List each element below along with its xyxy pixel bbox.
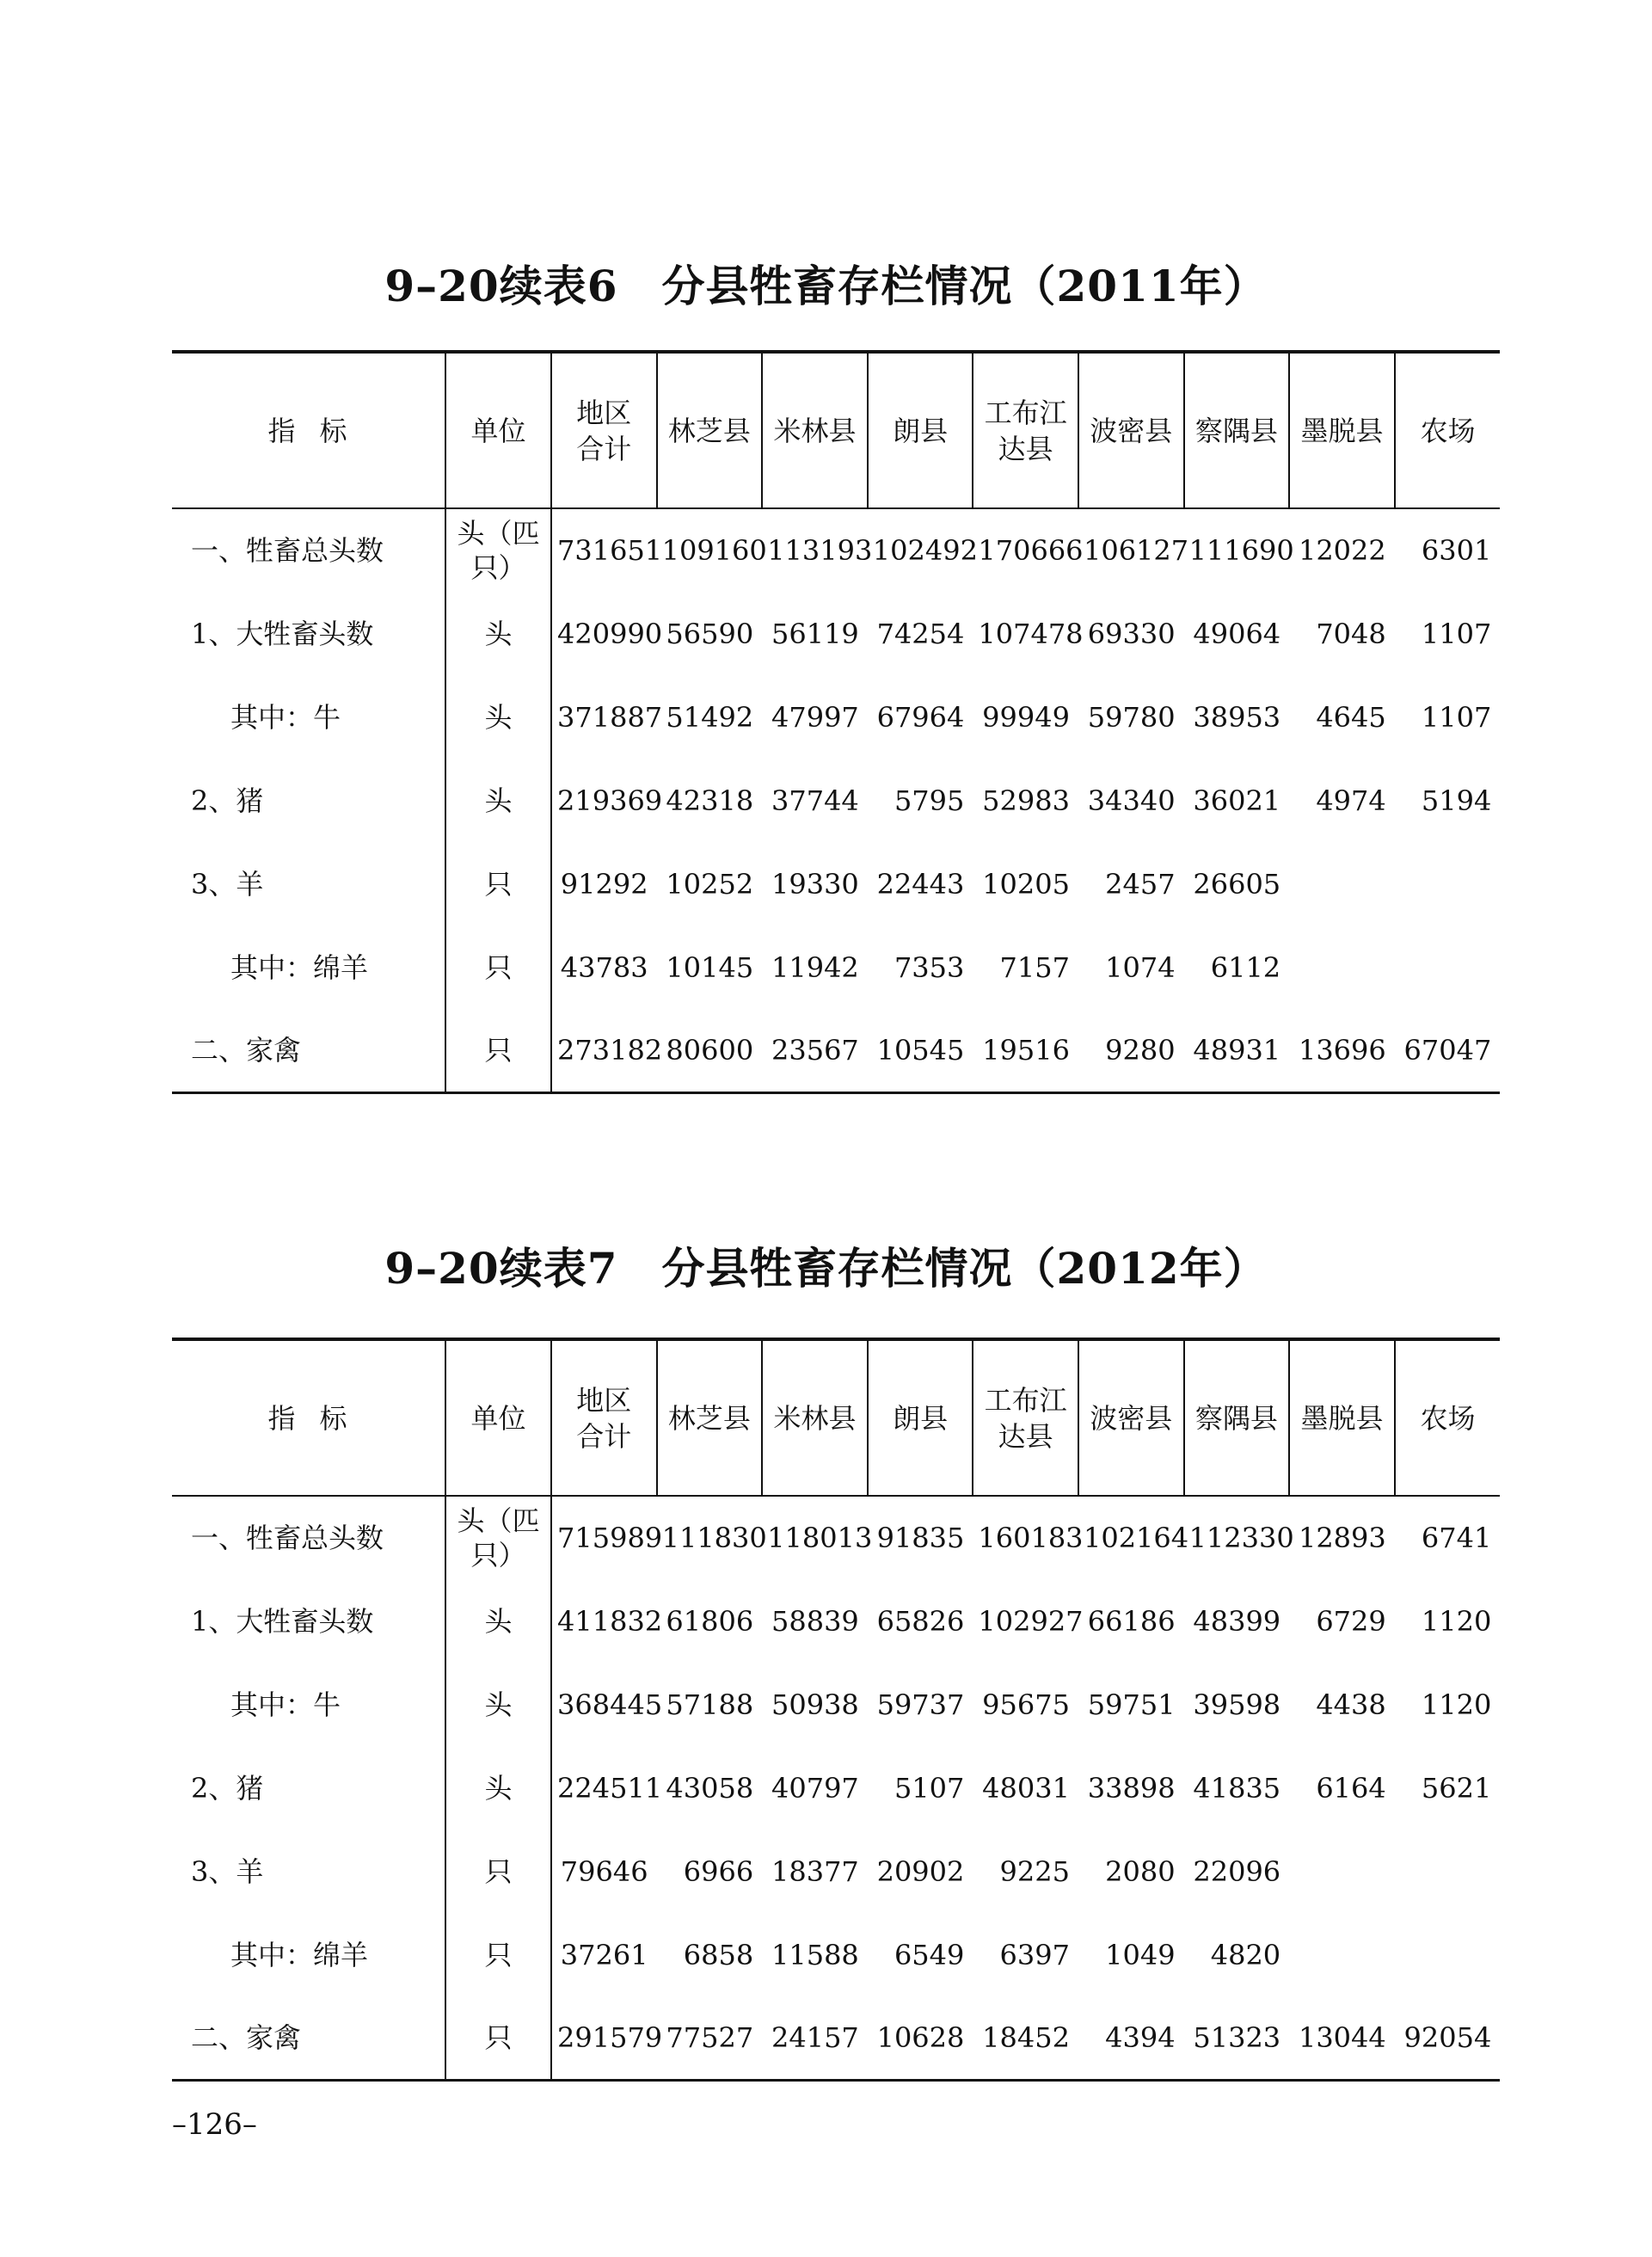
cell-value: 1107 (1421, 617, 1492, 650)
row-indicator: 3、羊 (191, 867, 264, 901)
cell-value: 5621 (1421, 1771, 1492, 1805)
cell-region-total: 411832 (551, 1579, 657, 1663)
cell-value: 24157 (762, 1996, 868, 2080)
cell-value: 57188 (666, 1688, 754, 1721)
cell-value: 10545 (868, 1009, 973, 1092)
cell-value: 59780 (1087, 700, 1176, 734)
row-indicator: 其中：绵羊 (230, 1938, 369, 1971)
table-row (172, 1009, 1500, 1092)
cell-region-total: 43783 (551, 926, 657, 1009)
cell-value: 2457 (1105, 867, 1176, 901)
cell-value: 65826 (876, 1604, 965, 1638)
column-header-indicator: 指标 (172, 1339, 445, 1496)
row-indicator: 二、家禽 (172, 1009, 445, 1092)
cell-region-total: 91292 (551, 842, 657, 926)
cell-value: 36021 (1193, 784, 1281, 817)
cell-value: 13696 (1289, 1009, 1395, 1092)
cell-value: 26605 (1193, 867, 1281, 901)
cell-value: 11588 (771, 1938, 859, 1971)
cell-value: 112330 (1188, 1522, 1294, 1554)
cell-value (1289, 1830, 1395, 1913)
cell-value: 39598 (1193, 1688, 1281, 1721)
table-row (172, 926, 1500, 1009)
cell-value: 4820 (1210, 1938, 1281, 1971)
cell-value: 1120 (1421, 1688, 1492, 1721)
cell-value: 38953 (1193, 700, 1281, 734)
row-unit: 头 (445, 592, 551, 675)
column-header-unit: 单位 (445, 1339, 551, 1496)
livestock-table-2011 (172, 350, 1500, 1094)
cell-value: 12022 (1298, 534, 1386, 567)
cell-value: 2080 (1105, 1854, 1176, 1888)
row-unit: 头 (445, 1579, 551, 1663)
cell-value: 109160 (661, 534, 767, 567)
row-unit: 只 (445, 926, 551, 1009)
table-row (172, 675, 1500, 759)
cell-value: 69330 (1087, 617, 1176, 650)
cell-value: 113193 (767, 534, 873, 567)
cell-value: 4645 (1316, 700, 1386, 734)
cell-value (1395, 1830, 1501, 1913)
cell-value: 77527 (657, 1996, 763, 2080)
cell-value: 48931 (1184, 1009, 1290, 1092)
column-header-farm: 农场 (1395, 1339, 1501, 1496)
table-row (172, 1746, 1500, 1830)
cell-value: 80600 (657, 1009, 763, 1092)
column-header-county: 波密县 (1078, 352, 1184, 508)
cell-value: 5795 (894, 784, 965, 817)
cell-value: 6729 (1316, 1604, 1386, 1638)
cell-value (1289, 842, 1395, 926)
cell-region-total: 715989 (551, 1496, 657, 1579)
cell-value: 10205 (982, 867, 1070, 901)
row-unit: 只 (445, 842, 551, 926)
row-indicator: 2、猪 (191, 784, 264, 817)
cell-value: 9280 (1078, 1009, 1184, 1092)
cell-value: 20902 (876, 1854, 965, 1888)
table-row (172, 759, 1500, 842)
column-header-county: 墨脱县 (1289, 1339, 1395, 1496)
cell-value: 4394 (1078, 1996, 1184, 2080)
cell-region-total: 219369 (551, 759, 657, 842)
cell-value (1289, 1913, 1395, 1996)
cell-region-total: 79646 (551, 1830, 657, 1913)
column-header-county: 米林县 (762, 1339, 868, 1496)
cell-value: 74254 (876, 617, 965, 650)
cell-region-total: 420990 (551, 592, 657, 675)
cell-value: 11942 (771, 950, 859, 984)
cell-value: 1107 (1421, 700, 1492, 734)
cell-value: 19330 (771, 867, 859, 901)
cell-value: 10628 (868, 1996, 973, 2080)
cell-value: 160183 (978, 1522, 1084, 1554)
row-unit: 头 (445, 1746, 551, 1830)
cell-region-total: 273182 (551, 1009, 657, 1092)
cell-value: 43058 (666, 1771, 754, 1805)
cell-value: 7353 (894, 950, 965, 984)
cell-value: 6164 (1316, 1771, 1386, 1805)
table-row (172, 842, 1500, 926)
column-header-region-total: 地区 合计 (551, 1339, 657, 1496)
cell-value: 1049 (1105, 1938, 1176, 1971)
cell-value: 59751 (1087, 1688, 1176, 1721)
table-row (172, 1579, 1500, 1663)
cell-value: 22096 (1193, 1854, 1281, 1888)
cell-value (1395, 842, 1501, 926)
column-header-county: 工布江 达县 (973, 352, 1078, 508)
cell-value: 99949 (982, 700, 1070, 734)
cell-value: 6741 (1421, 1522, 1492, 1554)
cell-value: 40797 (771, 1771, 859, 1805)
column-header-county: 米林县 (762, 352, 868, 508)
column-header-county: 工布江 达县 (973, 1339, 1078, 1496)
cell-value: 4974 (1316, 784, 1386, 817)
page-number: –126– (172, 2107, 257, 2142)
column-header-county: 林芝县 (657, 1339, 763, 1496)
cell-value: 48031 (982, 1771, 1070, 1805)
row-unit: 只 (445, 1830, 551, 1913)
livestock-table-2012 (172, 1338, 1500, 2082)
row-unit: 只 (445, 1913, 551, 1996)
row-unit: 只 (445, 1009, 551, 1092)
cell-value: 47997 (771, 700, 859, 734)
row-unit: 头 (445, 1663, 551, 1746)
row-indicator: 其中：牛 (230, 1688, 341, 1721)
cell-value: 66186 (1087, 1604, 1176, 1638)
column-header-county: 朗县 (868, 1339, 973, 1496)
cell-value: 58839 (771, 1604, 859, 1638)
cell-region-total: 37261 (551, 1913, 657, 1996)
cell-region-total: 371887 (551, 675, 657, 759)
cell-value: 33898 (1087, 1771, 1176, 1805)
column-header-unit: 单位 (445, 352, 551, 508)
table-row (172, 1830, 1500, 1913)
table-row (172, 1996, 1500, 2080)
row-indicator: 二、家禽 (172, 1996, 445, 2080)
cell-value: 111690 (1188, 534, 1294, 567)
cell-value: 51323 (1184, 1996, 1290, 2080)
cell-value: 13044 (1289, 1996, 1395, 2080)
cell-value: 118013 (767, 1522, 873, 1554)
cell-value: 7048 (1316, 617, 1386, 650)
cell-value: 37744 (771, 784, 859, 817)
cell-value: 18452 (973, 1996, 1078, 2080)
cell-value: 95675 (982, 1688, 1070, 1721)
table-row (172, 1913, 1500, 1996)
column-header-indicator: 指标 (172, 352, 445, 508)
cell-value: 6966 (683, 1854, 754, 1888)
cell-value: 56119 (771, 617, 859, 650)
cell-value: 59737 (876, 1688, 965, 1721)
table-row (172, 592, 1500, 675)
row-unit: 只 (445, 1996, 551, 2080)
cell-value: 102164 (1083, 1522, 1189, 1554)
row-indicator: 一、牲畜总头数 (191, 1522, 384, 1554)
cell-value: 67047 (1395, 1009, 1501, 1092)
cell-value: 1120 (1421, 1604, 1492, 1638)
row-unit: 头（匹只） (445, 508, 551, 592)
column-header-county: 察隅县 (1184, 1339, 1290, 1496)
cell-region-total: 368445 (551, 1663, 657, 1746)
table-title: 9–20续表7 分县牲畜存栏情况（2012年） (384, 1243, 1268, 1294)
cell-value: 49064 (1193, 617, 1281, 650)
cell-value (1395, 926, 1501, 1009)
table-title: 9–20续表6 分县牲畜存栏情况（2011年） (384, 261, 1268, 311)
column-header-county: 墨脱县 (1289, 352, 1395, 508)
cell-value: 9225 (999, 1854, 1070, 1888)
cell-value: 5107 (894, 1771, 965, 1805)
cell-value: 67964 (876, 700, 965, 734)
row-indicator: 一、牲畜总头数 (191, 534, 384, 567)
cell-value: 102492 (872, 534, 978, 567)
cell-value: 10252 (666, 867, 754, 901)
cell-value: 6112 (1210, 950, 1281, 984)
row-indicator: 其中：绵羊 (230, 950, 369, 984)
cell-value: 48399 (1193, 1604, 1281, 1638)
cell-value (1289, 926, 1395, 1009)
column-header-county: 察隅县 (1184, 352, 1290, 508)
cell-value: 12893 (1298, 1522, 1386, 1554)
table-row (172, 508, 1500, 592)
table-row (172, 1663, 1500, 1746)
cell-value: 92054 (1395, 1996, 1501, 2080)
row-unit: 头（匹只） (445, 1496, 551, 1579)
cell-value: 22443 (876, 867, 965, 901)
row-indicator: 3、羊 (191, 1854, 264, 1888)
cell-value: 61806 (666, 1604, 754, 1638)
header-row (172, 352, 1500, 508)
cell-value: 42318 (666, 784, 754, 817)
column-header-county: 朗县 (868, 352, 973, 508)
column-header-county: 波密县 (1078, 1339, 1184, 1496)
cell-value: 91835 (876, 1522, 965, 1554)
cell-value: 6301 (1421, 534, 1492, 567)
cell-value: 7157 (999, 950, 1070, 984)
column-header-region-total: 地区 合计 (551, 352, 657, 508)
column-header-farm: 农场 (1395, 352, 1501, 508)
cell-value: 6858 (683, 1938, 754, 1971)
cell-value: 107478 (978, 617, 1084, 650)
cell-value: 5194 (1421, 784, 1492, 817)
cell-value: 19516 (973, 1009, 1078, 1092)
row-unit: 头 (445, 675, 551, 759)
cell-value: 4438 (1316, 1688, 1386, 1721)
row-indicator: 1、大牲畜头数 (191, 617, 374, 650)
cell-value: 102927 (978, 1604, 1084, 1638)
cell-value: 56590 (666, 617, 754, 650)
cell-region-total: 731651 (551, 508, 657, 592)
cell-region-total: 291579 (551, 1996, 657, 2080)
cell-value: 6549 (894, 1938, 965, 1971)
cell-value: 23567 (762, 1009, 868, 1092)
cell-value: 1074 (1105, 950, 1176, 984)
row-indicator: 1、大牲畜头数 (191, 1604, 374, 1638)
column-header-county: 林芝县 (657, 352, 763, 508)
cell-value: 51492 (666, 700, 754, 734)
cell-value: 10145 (666, 950, 754, 984)
header-row (172, 1339, 1500, 1496)
cell-value: 50938 (771, 1688, 859, 1721)
cell-value: 111830 (661, 1522, 767, 1554)
cell-value: 18377 (771, 1854, 859, 1888)
table-row (172, 1496, 1500, 1579)
row-indicator: 其中：牛 (230, 700, 341, 734)
row-indicator: 2、猪 (191, 1771, 264, 1805)
cell-region-total: 224511 (551, 1746, 657, 1830)
cell-value: 106127 (1083, 534, 1189, 567)
cell-value: 6397 (999, 1938, 1070, 1971)
row-unit: 头 (445, 759, 551, 842)
cell-value: 34340 (1087, 784, 1176, 817)
cell-value: 52983 (982, 784, 1070, 817)
cell-value (1395, 1913, 1501, 1996)
cell-value: 170666 (978, 534, 1084, 567)
cell-value: 41835 (1193, 1771, 1281, 1805)
